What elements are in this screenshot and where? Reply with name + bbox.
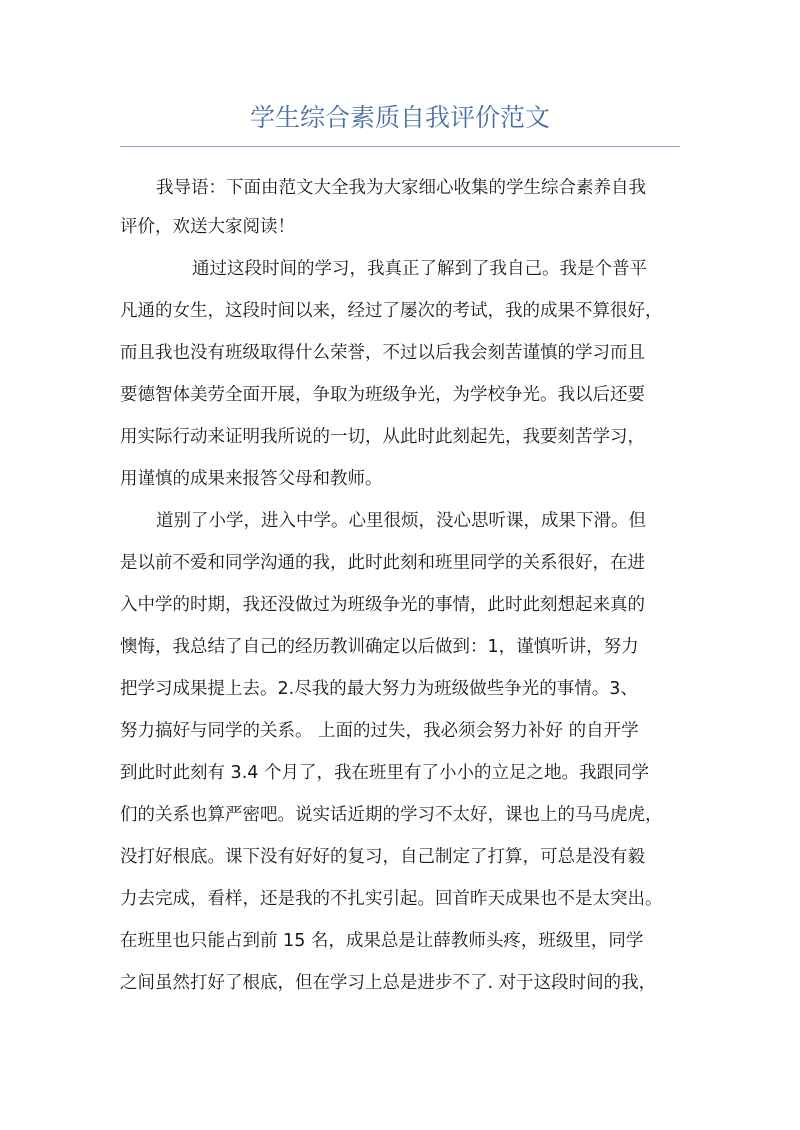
paragraph-line: 道别了小学，进入中学。心里很烦，没心思听课，成果下滑。但 (156, 511, 646, 531)
paragraph-line: 通过这段时间的学习，我真正了解到了我自己。我是个普平 (192, 259, 647, 279)
paragraph-line: 用谨慎的成果来报答父母和教师。 (120, 469, 383, 489)
paragraph-line: 努力搞好与同学的关系。 上面的过失，我必须会努力补好 的自开学 (120, 721, 639, 741)
paragraph-line: 到此时此刻有 3.4 个月了，我在班里有了小小的立足之地。我跟同学 (120, 763, 649, 783)
paragraph-line: 凡通的女生，这段时间以来，经过了屡次的考试，我的成果不算很好， (120, 301, 663, 321)
intro-line: 评价，欢送大家阅读！ (120, 217, 295, 237)
title-divider (120, 146, 680, 147)
paragraph-line: 把学习成果提上去。2.尽我的最大努力为班级做些争光的事情。3、 (120, 679, 638, 699)
paragraph-line: 之间虽然打好了根底，但在学习上总是进步不了. 对于这段时间的我， (120, 973, 657, 993)
paragraph-line: 用实际行动来证明我所说的一切，从此时此刻起先，我要刻苦学习， (120, 427, 645, 447)
paragraph-line: 懊悔，我总结了自己的经历教训确定以后做到：1，谨慎听讲，努力 (120, 637, 639, 657)
paragraph-line: 们的关系也算严密吧。说实话近期的学习不太好，课也上的马马虎虎， (120, 805, 663, 825)
paragraph-line: 力去完成，看样，还是我的不扎实引起。回首昨天成果也不是太突出。 (120, 889, 663, 909)
paragraph-line: 是以前不爱和同学沟通的我，此时此刻和班里同学的关系很好，在进 (120, 553, 645, 573)
document-title: 学生综合素质自我评价范文 (249, 103, 550, 132)
intro-line: 我导语：下面由范文大全我为大家细心收集的学生综合素养自我 (156, 178, 646, 198)
paragraph-line: 而且我也没有班级取得什么荣誉，不过以后我会刻苦谨慎的学习而且 (120, 343, 645, 363)
paragraph-line: 在班里也只能占到前 15 名，成果总是让薛教师头疼，班级里，同学 (120, 931, 644, 951)
paragraph-line: 没打好根底。课下没有好好的复习，自己制定了打算，可总是没有毅 (120, 847, 645, 867)
paragraph-line: 要德智体美劳全面开展，争取为班级争光，为学校争光。我以后还要 (120, 385, 645, 405)
paragraph-line: 入中学的时期，我还没做过为班级争光的事情，此时此刻想起来真的 (120, 595, 645, 615)
